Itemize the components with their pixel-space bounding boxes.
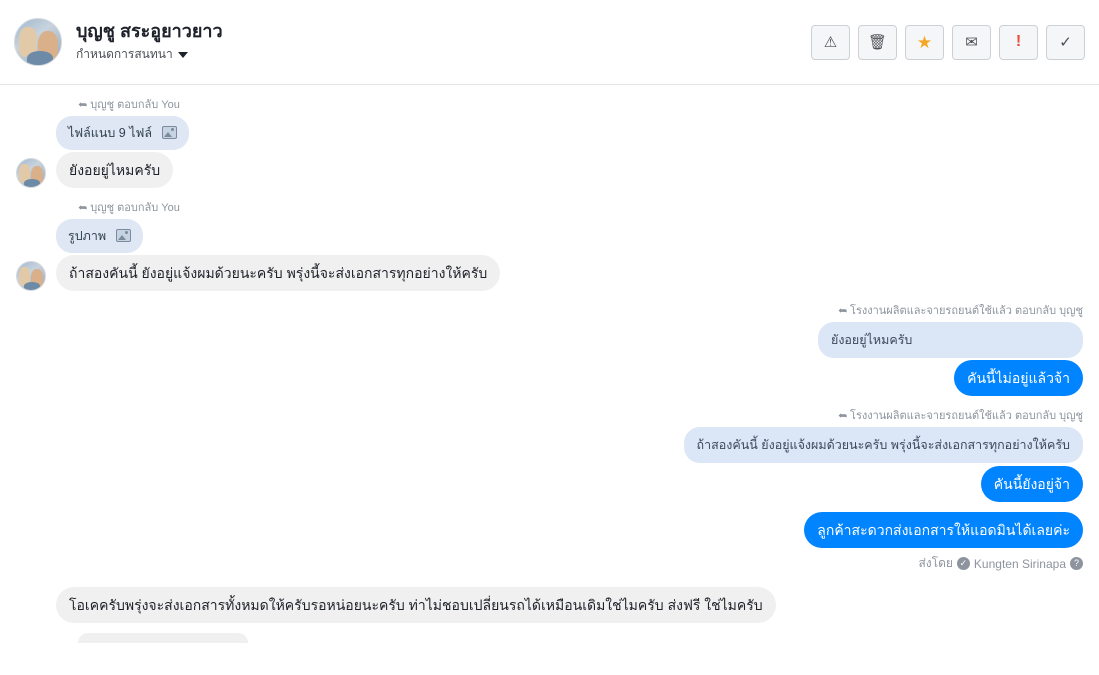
- avatar-shape-bottom: [27, 51, 53, 65]
- reply-context: [78, 198, 1083, 216]
- conversation-schedule-label: กำหนดการสนทนา: [76, 47, 173, 61]
- quoted-message[interactable]: [684, 427, 1083, 463]
- avatar-shape-bottom: [24, 179, 40, 187]
- reply-context-label: บุญชู ตอบกลับ You: [90, 99, 180, 111]
- message-row: [16, 512, 1083, 548]
- urgent-button[interactable]: [999, 25, 1038, 60]
- message-row: [16, 116, 1083, 150]
- exclamation-circle-icon: ⚠: [823, 33, 838, 51]
- outgoing-message-bubble[interactable]: คันนี้ยังอยู่จ้า: [981, 466, 1083, 502]
- report-button[interactable]: [811, 25, 850, 60]
- message-group: [16, 198, 1083, 291]
- reply-context: [16, 406, 1083, 424]
- star-button[interactable]: [905, 25, 944, 60]
- chevron-down-icon: [178, 52, 188, 58]
- sent-by-footer: [16, 554, 1083, 573]
- star-icon: ★: [916, 32, 933, 52]
- message-row: [16, 322, 1083, 396]
- message-group: [16, 301, 1083, 396]
- reply-context-label: โรงงานผลิตและจายรถยนต์ใช้แล้ว ตอบกลับ บุญชู: [850, 305, 1083, 317]
- image-attachment-icon: [162, 126, 177, 139]
- reply-context: [78, 95, 1083, 113]
- page-title: บุญชู สระอูยาวยาว: [76, 21, 223, 41]
- envelope-icon: ✉: [965, 33, 978, 51]
- incoming-message-bubble[interactable]: ยังอยยู่ไหมครับ: [56, 152, 173, 188]
- reply-arrow-icon: ➦: [78, 201, 88, 214]
- image-attachment-icon: [116, 229, 131, 242]
- verified-icon: ✓: [957, 557, 970, 570]
- quoted-message[interactable]: [818, 322, 1083, 358]
- message-group: [16, 95, 1083, 188]
- message-group: [16, 512, 1083, 573]
- conversation-title-block: [76, 20, 223, 64]
- sender-avatar[interactable]: [16, 158, 46, 188]
- mail-button[interactable]: [952, 25, 991, 60]
- quoted-message[interactable]: [56, 116, 189, 150]
- message-row: [16, 152, 1083, 188]
- incoming-message-bubble[interactable]: ถ้าสองคันนี้ ยังอยู่แจ้งผมด้วยนะครับ พรุ่งนี้จะส่งเอกสารทุกอย่างให้ครับ: [56, 255, 500, 291]
- reply-context-label: บุญชู ตอบกลับ You: [90, 202, 180, 214]
- quoted-message-text: ยังอยยู่ไหมครับ: [831, 333, 913, 347]
- quoted-message-text: ไฟล์แนบ 9 ไฟล์: [68, 126, 153, 140]
- outgoing-message-bubble[interactable]: คันนี้ไม่อยู่แล้วจ้า: [954, 360, 1083, 396]
- incoming-message-bubble[interactable]: โอเคครับพรุ่งจะส่งเอกสารทั้งหมดให้ครับรอหน่อยนะครับ ท่าไม่ชอบเปลี่ยนรถได้เหมือนเดิมใช่ไมครับ ส่งฟรี ใช่ไมครับ: [56, 587, 776, 623]
- quoted-message-text: ถ้าสองคันนี้ ยังอยู่แจ้งผมด้วยนะครับ พรุ่งนี้จะส่งเอกสารทุกอย่างให้ครับ: [696, 438, 1070, 452]
- message-row: [16, 427, 1083, 502]
- message-group: [16, 587, 1083, 623]
- reply-arrow-icon: ➦: [78, 98, 88, 111]
- sent-by-label: ส่งโดย: [918, 556, 953, 570]
- partial-message-row: [16, 633, 1083, 639]
- message-row: [16, 255, 1083, 291]
- done-button[interactable]: [1046, 25, 1085, 60]
- message-group: [16, 406, 1083, 502]
- header-actions: [811, 25, 1085, 60]
- conversation-schedule-dropdown[interactable]: [76, 45, 223, 64]
- conversation-header: [0, 0, 1099, 85]
- trash-icon: 🗑: [867, 33, 888, 51]
- message-row: [16, 219, 1083, 253]
- reply-arrow-icon: ➦: [837, 304, 848, 317]
- sender-avatar[interactable]: [16, 261, 46, 291]
- message-stack: [684, 427, 1083, 502]
- message-row: [16, 587, 1083, 623]
- message-thread[interactable]: [0, 85, 1099, 674]
- outgoing-message-bubble[interactable]: ลูกค้าสะดวกส่งเอกสารให้แอดมินได้เลยค่ะ: [804, 512, 1083, 548]
- partial-message-bubble[interactable]: [78, 633, 248, 643]
- quoted-message[interactable]: [56, 219, 143, 253]
- sent-by-agent-name: Kungten Sirinapa: [973, 556, 1066, 571]
- reply-context: [16, 301, 1083, 319]
- reply-arrow-icon: ➦: [837, 409, 848, 422]
- reply-context-label: โรงงานผลิตและจายรถยนต์ใช้แล้ว ตอบกลับ บุญชู: [850, 410, 1083, 422]
- avatar[interactable]: [14, 18, 62, 66]
- delete-button[interactable]: [858, 25, 897, 60]
- message-stack: [56, 116, 189, 150]
- exclamation-icon: !: [1015, 33, 1022, 50]
- avatar-shape-bottom: [24, 282, 40, 290]
- message-stack: [818, 322, 1083, 396]
- check-icon: ✓: [1059, 33, 1072, 51]
- help-icon[interactable]: ?: [1070, 557, 1083, 570]
- quoted-message-text: รูปภาพ: [68, 229, 107, 243]
